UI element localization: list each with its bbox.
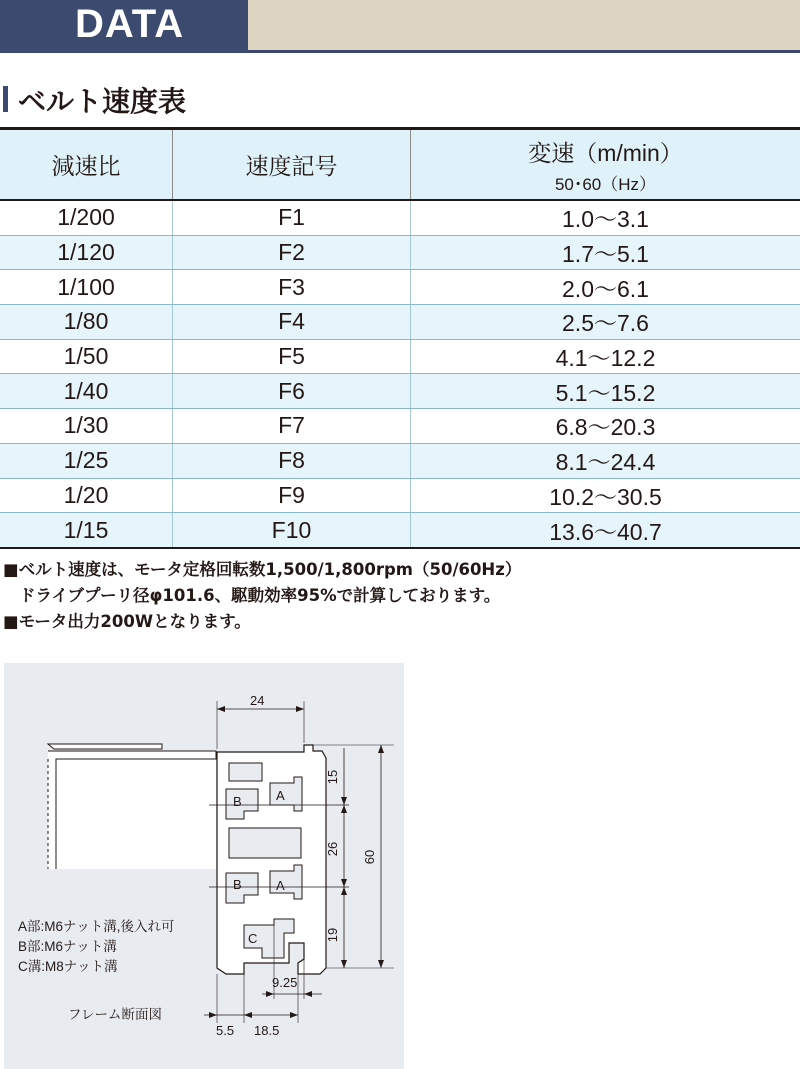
cell-ratio: 1/120 — [0, 235, 173, 270]
mark-a-upper: A — [276, 788, 285, 803]
table-row — [0, 270, 800, 305]
cell-symbol: F1 — [173, 200, 411, 235]
legend-c: C溝:M8ナット溝 — [18, 959, 118, 974]
dim-width-label: 24 — [250, 693, 265, 708]
table-row — [0, 305, 800, 340]
belt-speed-table — [0, 127, 800, 549]
header-rule — [0, 50, 800, 53]
slot-top — [229, 763, 262, 781]
dim-185-label: 18.5 — [254, 1023, 280, 1038]
dim-55-label: 5.5 — [216, 1023, 235, 1038]
cell-symbol: F2 — [173, 235, 411, 270]
cell-ratio: 1/200 — [0, 200, 173, 235]
mark-b-lower: B — [233, 877, 242, 892]
dim-arrow — [244, 1012, 252, 1018]
dim-arrow — [341, 879, 347, 887]
dim-arrow — [341, 797, 347, 805]
dim-h1-label: 15 — [325, 769, 340, 785]
cell-ratio: 1/40 — [0, 374, 173, 409]
cell-symbol: F10 — [173, 513, 411, 548]
dim-arrow — [217, 706, 225, 712]
cell-speed: 2.5～7.6 — [411, 305, 800, 340]
dim-arrow — [341, 960, 347, 968]
cell-ratio: 1/50 — [0, 339, 173, 374]
cell-speed: 8.1～24.4 — [411, 443, 800, 478]
slot-center — [229, 828, 301, 858]
dim-arrow — [378, 960, 384, 968]
cell-speed: 10.2～30.5 — [411, 478, 800, 513]
table-row — [0, 513, 800, 548]
cell-ratio: 1/80 — [0, 305, 173, 340]
cell-speed: 5.1～15.2 — [411, 374, 800, 409]
cell-symbol: F3 — [173, 270, 411, 305]
cell-symbol: F9 — [173, 478, 411, 513]
cell-speed: 2.0～6.1 — [411, 270, 800, 305]
table-header-row — [0, 129, 800, 201]
dim-925-label: 9.25 — [272, 975, 298, 990]
mark-b-upper: B — [233, 794, 242, 809]
table-row — [0, 443, 800, 478]
dim-arrow — [341, 805, 347, 813]
table-row — [0, 235, 800, 270]
section-title: ベルト速度表 — [18, 85, 187, 118]
notes — [3, 557, 521, 635]
header-title: DATA — [75, 2, 185, 46]
dim-total-label: 60 — [362, 849, 377, 865]
legend-a: A部:M6ナット溝,後入れ可 — [18, 919, 175, 934]
cell-speed: 1.7～5.1 — [411, 235, 800, 270]
note-line-2: ドライブプーリ径φ101.6、駆動効率95%で計算しております。 — [19, 586, 501, 605]
table-row — [0, 409, 800, 444]
cell-ratio: 1/25 — [0, 443, 173, 478]
frame-section-drawing — [4, 663, 404, 1069]
dim-arrow — [266, 991, 274, 997]
section-marker — [3, 86, 8, 112]
column-header-speed-sub: 50･60（Hz） — [554, 174, 657, 194]
column-header-symbol: 速度記号 — [173, 129, 411, 201]
cell-symbol: F7 — [173, 409, 411, 444]
header-title-block — [0, 0, 248, 50]
cell-ratio: 1/20 — [0, 478, 173, 513]
cell-symbol: F5 — [173, 339, 411, 374]
dim-h3-label: 19 — [325, 927, 340, 943]
dim-h2-label: 26 — [325, 841, 340, 857]
belt-body — [48, 751, 216, 869]
table-body — [0, 200, 800, 548]
mark-c: C — [248, 931, 258, 946]
table-row — [0, 200, 800, 235]
legend-b: B部:M6ナット溝 — [18, 939, 117, 954]
belt-top-edge — [48, 744, 162, 749]
frame-section-diagram — [4, 663, 404, 1069]
cell-speed: 1.0～3.1 — [411, 200, 800, 235]
cell-symbol: F8 — [173, 443, 411, 478]
column-header-speed — [411, 129, 800, 201]
table-row — [0, 374, 800, 409]
dim-arrow — [378, 745, 384, 753]
table-row — [0, 478, 800, 513]
table-row — [0, 339, 800, 374]
dim-arrow — [296, 706, 304, 712]
dim-arrow — [209, 1012, 217, 1018]
diagram-caption: フレーム断面図 — [68, 1007, 162, 1022]
cell-ratio: 1/100 — [0, 270, 173, 305]
cell-speed: 13.6～40.7 — [411, 513, 800, 548]
cell-ratio: 1/30 — [0, 409, 173, 444]
cell-ratio: 1/15 — [0, 513, 173, 548]
note-line-3: ■モータ出力200Wとなります。 — [3, 612, 251, 631]
column-header-ratio: 減速比 — [0, 129, 173, 201]
dim-arrow — [341, 887, 347, 895]
mark-a-lower: A — [276, 878, 285, 893]
column-header-speed-label: 変速（m/min） — [528, 139, 683, 166]
note-line-1: ■ベルト速度は、モータ定格回転数1,500/1,800rpm（50/60Hz） — [3, 560, 522, 579]
dim-arrow — [290, 1012, 298, 1018]
cell-speed: 4.1～12.2 — [411, 339, 800, 374]
cell-symbol: F4 — [173, 305, 411, 340]
cell-speed: 6.8～20.3 — [411, 409, 800, 444]
cell-symbol: F6 — [173, 374, 411, 409]
dim-arrow — [304, 991, 312, 997]
